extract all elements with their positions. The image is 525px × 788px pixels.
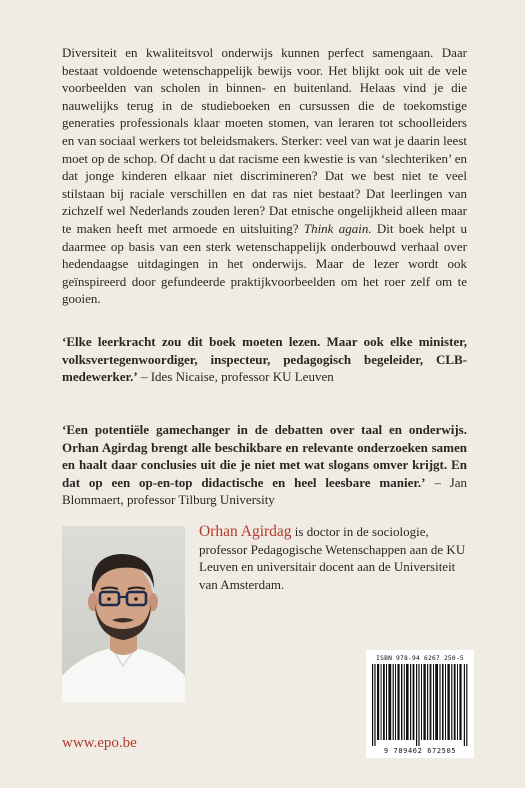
ean-number: 9 789462 672505 bbox=[383, 747, 457, 755]
review-quote-1-text: ‘Elke leerkracht zou dit boek moeten lezen. Maar ook elke minister, volksvertegenwoordiger, inspecteur, pedagogisch begeleider, CLB-medewerker.’ bbox=[62, 334, 467, 385]
author-bio bbox=[199, 523, 474, 593]
author-portrait-illustration bbox=[62, 526, 185, 702]
isbn-number: ISBN 978-94 6267 250-5 bbox=[376, 655, 464, 662]
review-quote-2 bbox=[62, 421, 467, 509]
blurb-main: Diversiteit en kwaliteitsvol onderwijs kunnen perfect samengaan. Daar bestaat voldoende wetenschappelijk bewijs voor. Het blijkt ook uit de vele voorbeelden van scholen in binnen- en buitenland. Helaas vind je die nauwelijks terug in de studieboeken en cursussen die de toekomstige generaties professionals klaar moeten stomen, van leraren tot schoolleiders en van sociaal werkers tot beleidsmakers. Sterker: veel van wat je daarin leest moet op de schop. Of dacht u dat racisme een kwestie is van ‘slechteriken’ en dat jonge kinderen elkaar niet discrimineren? Dat we best niet te veel stilstaan bij raciale verschillen en dat ras niet bestaat? Dat leerlingen van zichzelf wel Nederlands zouden leren? Dat etnische ongelijkheid alleen maar te maken heeft met armoede en uitsluiting? bbox=[62, 45, 467, 236]
isbn-barcode bbox=[366, 650, 474, 758]
publisher-website[interactable]: www.epo.be bbox=[62, 735, 137, 751]
review-quote-1 bbox=[62, 333, 467, 386]
blurb-text bbox=[62, 44, 467, 308]
blurb-tail: Dit boek helpt u daarmee op basis van een sterk wetenschappelijk onderbouwd verhaal over hedendaagse uitdagingen in het onderwijs. Maar de lezer wordt ook geïnspireerd door gefundeerde praktijkvoorbeelden om het roer zelf om te gooien. bbox=[62, 220, 467, 307]
author-name: Orhan Agirdag bbox=[199, 523, 292, 540]
barcode-bars bbox=[372, 664, 468, 746]
author-bio-text: is doctor in de sociologie, professor Pedagogische Wetenschappen aan de KU Leuven en universitair docent aan de Universiteit van Amsterdam. bbox=[199, 524, 466, 592]
author-photo bbox=[62, 526, 185, 702]
review-quote-2-text: ‘Een potentiële gamechanger in de debatten over taal en onderwijs. Orhan Agirdag brengt alle beschikbare en relevante onderzoeken samen en haalt daar conclusies uit die je niet met wat slogans omver krijgt. En dat op een op-en-top didactische en heel leesbare manier.’ bbox=[62, 422, 467, 490]
review-quote-1-attribution: – Ides Nicaise, professor KU Leuven bbox=[137, 369, 334, 385]
review-quote-2-attribution: – Jan Blommaert, professor Tilburg University bbox=[62, 474, 467, 508]
blurb-emphasis: Think again. bbox=[303, 220, 372, 236]
